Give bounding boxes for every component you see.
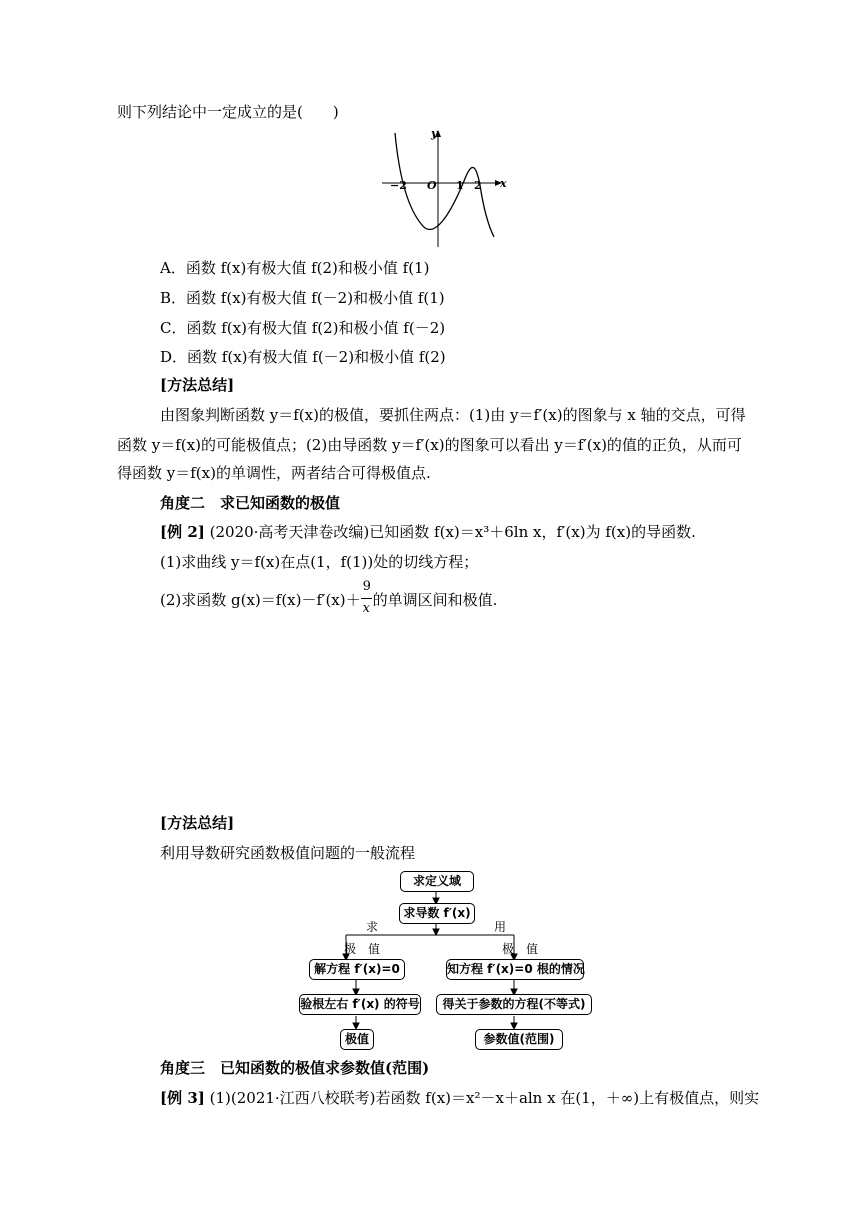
origin-label: O	[427, 179, 437, 192]
flow-box-domain: 求定义域	[400, 871, 474, 892]
example-3-tag: [例 3]	[160, 1089, 205, 1107]
flow-label-right-top: 用	[494, 920, 507, 934]
method-summary-heading-1: [方法总结]	[160, 376, 235, 394]
tick-1: 1	[456, 179, 464, 192]
example-2-q2-end: 的单调区间和极值.	[372, 591, 498, 609]
option-b: B．函数 f(x)有极大值 f(－2)和极小值 f(1)	[160, 289, 445, 307]
tick-2: 2	[474, 179, 482, 192]
flow-intro: 利用导数研究函数极值问题的一般流程	[160, 844, 416, 862]
example-3	[160, 1088, 759, 1108]
method-summary-heading-2: [方法总结]	[160, 814, 235, 832]
tick-neg2: −2	[390, 179, 407, 192]
summary-line-3: 得函数 y＝f(x)的单调性，两者结合可得极值点.	[117, 464, 431, 482]
example-3-text: (1)(2021·江西八校联考)若函数 f(x)＝x²－x＋aln x 在(1，＋∞)上有极值点，则实	[204, 1089, 760, 1107]
flow-box-extreme-value: 极值	[340, 1029, 374, 1050]
example-2-q1: (1)求曲线 y＝f(x)在点(1，f(1))处的切线方程；	[160, 553, 479, 571]
summary-line-2: 函数 y＝f(x)的可能极值点；(2)由导函数 y＝f′(x)的图象可以看出 y＝f′(x)的值的正负，从而可	[117, 436, 742, 454]
example-2-q2-start: (2)求函数 g(x)＝f(x)－f′(x)＋	[160, 591, 361, 609]
flow-label-left-sub: 极 值	[344, 942, 381, 956]
flow-box-derivative: 求导数 f′(x)	[399, 903, 475, 924]
option-d: D．函数 f(x)有极大值 f(－2)和极小值 f(2)	[160, 348, 446, 366]
flow-box-parameter-equation: 得关于参数的方程(不等式)	[436, 994, 592, 1015]
angle-two-heading: 角度二 求已知函数的极值	[160, 494, 341, 512]
fraction-numerator: 9	[362, 579, 371, 594]
angle-three-heading: 角度三 已知函数的极值求参数值(范围)	[160, 1059, 430, 1077]
intro-text: 则下列结论中一定成立的是( )	[117, 103, 339, 121]
flow-box-verify-sign: 验根左右 f′(x) 的符号	[299, 994, 421, 1015]
flow-label-left-top: 求	[366, 920, 379, 934]
x-label: x	[500, 177, 507, 190]
flow-box-solve-equation: 解方程 f′(x)=0	[309, 959, 405, 980]
option-a: A．函数 f(x)有极大值 f(2)和极小值 f(1)	[160, 259, 430, 277]
summary-line-1: 由图象判断函数 y＝f(x)的极值，要抓住两点：(1)由 y＝f′(x)的图象与 x 轴的交点，可得	[160, 406, 746, 424]
flow-label-right-sub: 极 值	[502, 942, 539, 956]
flow-box-parameter-value: 参数值(范围)	[475, 1029, 563, 1050]
option-c: C．函数 f(x)有极大值 f(2)和极小值 f(－2)	[160, 319, 446, 337]
example-2-tag: [例 2]	[160, 523, 205, 541]
y-label: y	[431, 127, 438, 140]
fraction-denominator: x	[362, 601, 370, 616]
example-2-text: (2020·高考天津卷改编)已知函数 f(x)＝x³＋6ln x，f′(x)为 f(x)的导函数.	[204, 523, 696, 541]
flow-box-known-equation: 知方程 f′(x)=0 根的情况	[446, 959, 584, 980]
